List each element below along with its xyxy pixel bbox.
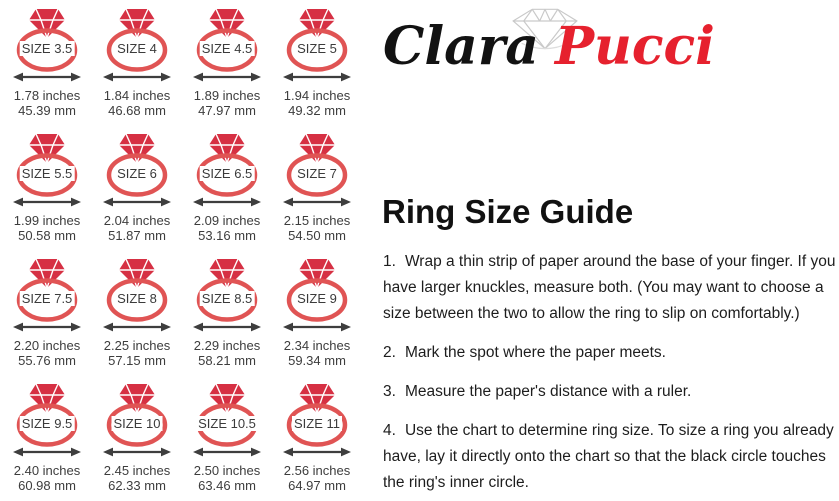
instruction-item	[383, 418, 837, 496]
ring-size-cell	[272, 381, 362, 501]
ring-diameter-mm: 64.97 mm	[288, 477, 346, 493]
instruction-item	[383, 379, 837, 405]
ring-diameter-inches: 2.04 inches	[103, 213, 171, 228]
ring-figure	[92, 131, 182, 209]
ring-figure	[182, 131, 272, 209]
page-title: Ring Size Guide	[382, 193, 634, 230]
ring-diameter-mm: 51.87 mm	[108, 227, 166, 243]
ring-measurements	[182, 89, 272, 118]
instruction-text: Use the chart to determine ring size. To size a ring you already have, lay it directly onto the chart so that the black circle touches the ring's inner circle.	[383, 422, 834, 491]
diameter-arrow-icon	[193, 198, 261, 207]
diameter-arrow-icon	[13, 448, 81, 457]
ring-diameter-inches: 2.56 inches	[283, 463, 351, 478]
ring-size-cell	[272, 256, 362, 381]
diameter-arrow-icon	[193, 323, 261, 332]
diameter-arrow-icon	[283, 198, 351, 207]
ring-measurements	[2, 464, 92, 493]
ring-size-cell	[2, 131, 92, 256]
ring-figure	[92, 381, 182, 459]
instruction-text: Mark the spot where the paper meets.	[404, 344, 666, 361]
ring-size-cell	[92, 256, 182, 381]
ring-diameter-inches: 1.99 inches	[13, 213, 81, 228]
ring-diameter-inches: 2.50 inches	[193, 463, 261, 478]
ring-size-cell	[182, 256, 272, 381]
diameter-arrow-icon	[283, 448, 351, 457]
ring-measurements	[272, 214, 362, 243]
ring-figure	[92, 6, 182, 84]
ring-size-cell	[272, 6, 362, 131]
ring-diameter-inches: 2.25 inches	[103, 338, 171, 353]
ring-size-cell	[182, 131, 272, 256]
ring-measurements	[272, 89, 362, 118]
ring-figure	[272, 381, 362, 459]
instruction-number: 2.	[383, 344, 396, 361]
ring-size-cell	[2, 6, 92, 131]
ring-diameter-mm: 55.76 mm	[18, 352, 76, 368]
ring-figure	[2, 6, 92, 84]
ring-size-label: SIZE 3.5	[21, 41, 73, 56]
ring-size-cell	[272, 131, 362, 256]
instruction-list	[383, 249, 837, 501]
ring-size-label: SIZE 9.5	[21, 416, 73, 431]
ring-figure	[272, 6, 362, 84]
brand-name	[383, 16, 715, 77]
ring-size-cell	[2, 256, 92, 381]
ring-size-label: SIZE 11	[293, 416, 341, 431]
diameter-arrow-icon	[283, 73, 351, 82]
ring-measurements	[92, 214, 182, 243]
ring-size-label: SIZE 6	[117, 166, 157, 181]
instruction-number: 1.	[383, 253, 396, 270]
instruction-text: Wrap a thin strip of paper around the base of your finger. If you have larger knuckles, measure both. (You may want to choose a size between the two to allow the ring to slip on comfortably.)	[383, 253, 836, 322]
ring-size-label: SIZE 7	[297, 166, 337, 181]
brand-logo	[383, 4, 835, 104]
ring-diameter-inches: 1.84 inches	[103, 88, 171, 103]
ring-size-label: SIZE 4	[117, 41, 157, 56]
ring-figure	[182, 256, 272, 334]
ring-size-cell	[92, 6, 182, 131]
diameter-arrow-icon	[103, 448, 171, 457]
ring-size-label: SIZE 9	[297, 291, 337, 306]
ring-measurements	[2, 214, 92, 243]
instruction-number: 3.	[383, 383, 396, 400]
ring-diameter-mm: 58.21 mm	[198, 352, 256, 368]
ring-measurements	[272, 339, 362, 368]
ring-diameter-mm: 45.39 mm	[18, 102, 76, 118]
ring-diameter-mm: 50.58 mm	[18, 227, 76, 243]
ring-measurements	[182, 214, 272, 243]
ring-figure	[2, 381, 92, 459]
ring-figure	[182, 381, 272, 459]
ring-size-cell	[182, 6, 272, 131]
ring-diameter-inches: 2.40 inches	[13, 463, 81, 478]
diameter-arrow-icon	[193, 448, 261, 457]
ring-diameter-mm: 63.46 mm	[198, 477, 256, 493]
ring-size-cell	[92, 381, 182, 501]
ring-diameter-inches: 1.89 inches	[193, 88, 261, 103]
ring-diameter-inches: 2.09 inches	[193, 213, 261, 228]
diameter-arrow-icon	[103, 198, 171, 207]
ring-diameter-inches: 1.94 inches	[283, 88, 351, 103]
ring-size-label: SIZE 10.5	[198, 416, 256, 431]
diameter-arrow-icon	[13, 73, 81, 82]
ring-measurements	[92, 89, 182, 118]
ring-diameter-mm: 57.15 mm	[108, 352, 166, 368]
ring-size-cell	[182, 381, 272, 501]
ring-size-cell	[2, 381, 92, 501]
ring-figure	[2, 131, 92, 209]
diameter-arrow-icon	[103, 73, 171, 82]
brand-name-clara: Clara	[383, 16, 539, 77]
instruction-item	[383, 340, 837, 366]
brand-name-pucci: Pucci	[554, 16, 715, 77]
ring-size-grid	[2, 6, 362, 501]
ring-diameter-mm: 54.50 mm	[288, 227, 346, 243]
ring-diameter-inches: 2.20 inches	[13, 338, 81, 353]
ring-size-label: SIZE 8.5	[201, 291, 253, 306]
ring-diameter-inches: 2.29 inches	[193, 338, 261, 353]
ring-size-label: SIZE 7.5	[21, 291, 73, 306]
diameter-arrow-icon	[103, 323, 171, 332]
ring-measurements	[272, 464, 362, 493]
ring-diameter-mm: 59.34 mm	[288, 352, 346, 368]
ring-figure	[182, 6, 272, 84]
diameter-arrow-icon	[13, 198, 81, 207]
ring-diameter-inches: 1.78 inches	[13, 88, 81, 103]
ring-diameter-mm: 60.98 mm	[18, 477, 76, 493]
ring-measurements	[182, 464, 272, 493]
ring-size-label: SIZE 4.5	[201, 41, 253, 56]
ring-figure	[272, 256, 362, 334]
ring-figure	[2, 256, 92, 334]
ring-measurements	[92, 464, 182, 493]
ring-diameter-mm: 47.97 mm	[198, 102, 256, 118]
ring-diameter-inches: 2.34 inches	[283, 338, 351, 353]
ring-diameter-mm: 46.68 mm	[108, 102, 166, 118]
ring-size-label: SIZE 5.5	[21, 166, 73, 181]
ring-size-label: SIZE 10	[113, 416, 161, 431]
ring-diameter-mm: 49.32 mm	[288, 102, 346, 118]
ring-diameter-inches: 2.15 inches	[283, 213, 351, 228]
ring-size-cell	[92, 131, 182, 256]
instruction-item	[383, 249, 837, 327]
ring-measurements	[2, 339, 92, 368]
ring-diameter-mm: 62.33 mm	[108, 477, 166, 493]
ring-measurements	[2, 89, 92, 118]
ring-figure	[272, 131, 362, 209]
diameter-arrow-icon	[283, 323, 351, 332]
ring-diameter-mm: 53.16 mm	[198, 227, 256, 243]
instruction-number: 4.	[383, 422, 396, 439]
ring-size-label: SIZE 8	[117, 291, 157, 306]
ring-measurements	[182, 339, 272, 368]
ring-size-label: SIZE 5	[297, 41, 337, 56]
diameter-arrow-icon	[193, 73, 261, 82]
ring-measurements	[92, 339, 182, 368]
ring-diameter-inches: 2.45 inches	[103, 463, 171, 478]
instruction-text: Measure the paper's distance with a ruler.	[404, 383, 692, 400]
ring-size-label: SIZE 6.5	[201, 166, 253, 181]
ring-figure	[92, 256, 182, 334]
diameter-arrow-icon	[13, 323, 81, 332]
